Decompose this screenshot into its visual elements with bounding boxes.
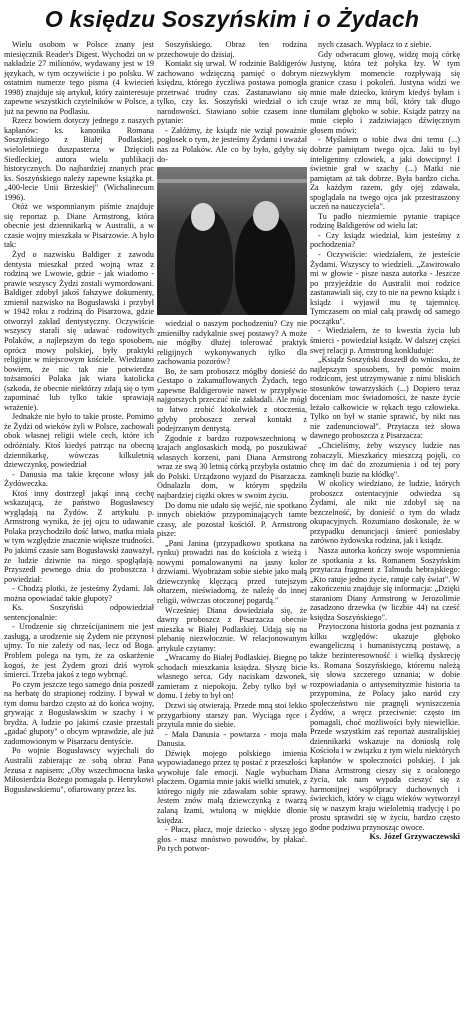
paragraph: - Danusia ma takie kręcone włosy jak Żydóweczka. [4,469,154,489]
paragraph: Gdy odwracam głowę, widzę moją córkę Justynę, która też połyka łzy. W tym niezwykłym momencie rozpływają się granice czasu i pokoleń. Justyna widzi we mnie małe dziecko, którym kiedyś byłam i czuje wraz ze mną ból, który tak długo tłumiłam głęboko w sobie. Ksiądz patrzy na mnie ciepło i zadziwiająco dźwięcznym głosem mówi: [310,49,460,135]
paragraph: Dźwięk mojego polskiego imienia wypowiadanego przez tę postać z przeszłości wywołuje fale emocji. Nagle wybucham płaczem. Ogarnia mnie jakiś wielki smutek, z którego nigdy nie zdawałam sobie sprawy. Jestem znów małą dziewczynką z twarzą zalaną łzami, wtuloną w miękkie dłonie księdza. [157,748,307,825]
paragraph: - Mała Danusia - powtarza - moja mała Danusia. [157,729,307,749]
paragraph: W okolicy wiedziano, że ludzie, których proboszcz ostentacyjnie odwiedza są Żydami, ale nikt nie zdobył się na bezczelność, by donieść o tym do władz okupacyjnych. Rozumiano doskonale, że w przypadku denuncjacji śmierć poniosłaby zarówno żydowska rodzina, jak i ksiądz. [310,479,460,546]
article-photo [157,167,307,315]
paragraph: Jednakże nie było to takie proste. Pomimo że Żydzi od wieków żyli w Polsce, zachowali obok własnej religii wiele cech, które ich odróżniały. Ktoś kiedyś patrząc na obecną dziennikarkę, wówczas kilkuletnią dziewczynkę, powiedział [4,412,154,470]
column-2 [157,40,307,1020]
paragraph: Otóż we wspomnianym piśmie znajduje się reportaż p. Diane Armstrong, która obecnie jest dziennikarką w Australii, a w czasie wojny mieszkała w Pisarzowie. A było tak: [4,202,154,250]
paragraph: Bo, że sam proboszcz mógłby donieść do Gestapo o zakamuflowanych Żydach, tego zapewne Baldigerowie nawet w przypływie najgorszych przeczuć nie zakładali. Ale mógł to łatwo zrobić ktokolwiek z otoczenia, gdyby proboszcz zerwał kontakt z podejrzanym dentystą. [157,366,307,434]
paragraph: Wcześniej Diana dowiedziała się, że dawny proboszcz z Pisarzacza obecnie mieszka w Białej Podlaskiej. Udają się na plebanię niezwłocznie. W relacjonowanym artykule czytamy: [157,605,307,653]
column-3 [310,40,460,1020]
paragraph: Po czym jeszcze tego samego dnia poszedł na herbatę do strapionej rodziny. I bywał w tym domu bardzo często aż do końca wojny, grywając z Bogusławskim w szachy i w brydża. A ludzie po jakimś czasie przestali „gadać głupoty" o obcym wprawdzie, ale już zadomowionym w Pisarzacu dentyście. [4,679,154,746]
paragraph: Ks. Soszyński odpowiedział sentencjonalnie: [4,603,154,622]
paragraph: Do domu nie udało się wejść, nie spotkano innych obiektów przypominających tamte czasy, ale pozostał kościół. P. Armstrong pisze: [157,500,307,539]
paragraph: Zgodnie z bardzo rozpowszechnioną w krajach anglosaskich modą, po poszukiwać własnych korzeni, pani Diana Armstrong wraz ze swą 30 letnią córką przybyła ostatnio do Polski. Urządzono wyjazd do Pisarzacza. Odnalazła dom, w którym spędziła najbardziej ciężki okres w swoim życiu. [157,433,307,500]
paragraph: - Myślałem o tobie dwa dni temu (...) dobrze pamiętam twego ojca. Jaki to był inteligentny człowiek, a jaki dowcipny! I świetnie grał w szachy (...) Matki nie pamiętam aż tak dobrze. Była bardzo cicha. Za każdym razem, gdy ojej zdawała, spoglądała na twego ojca jak przestraszony uczeń na nauczyciela". [310,135,460,212]
paragraph: - Chodzą plotki, że jesteśmy Żydami. Jak można opowiadać takie głupoty? [4,584,154,603]
paragraph: „Wracamy do Białej Podlaskiej. Biegnę po schodach mieszkania księdza. Słyszę bicie własnego serca. Gdy naciskam dzwonek, zamieram z niepokoju. Żeby tylko był w domu. I żeby to był on! [157,653,307,701]
paragraph: - Załóżmy, że ksiądz nie wziął poważnie pogłosek o tym, że jesteśmy Żydami i uważał nas za Polaków. Ale co by było, gdyby się do- [157,125,307,164]
paragraph: - Oczywiście: wiedziałem, że jesteście Żydami. Wszyscy to wiedzieli. „Zawirowało mi w głowie - pisze nasza autorka - Jeszcze po przyjeździe do Australii moi rodzice zastanawiali się, czy to nie na pewno ksiądz i ksiądz i wyjawił mu tę tajemnicę. Tymczasem on miał całą prawdę od samego początku". [310,250,460,326]
paragraph: Wielu osobom w Polsce znany jest miesięcznik Reader's Digest. Wychodzi on w nakładzie 27 milionów, wydawany jest w 19 językach, w tym oczywiście i po polsku. W ostatnim numerze tego pisma (4 kwiecień 1998) znajduje się artykuł, który zainteresuje zapewne wszystkich czytelników w Polsce, a już na pewno na Podlasiu. [4,40,154,116]
paragraph: Tu padło niezmiernie pytanie trapiące rodzinę Baldigerów od wielu lat: [310,211,460,231]
paragraph: wiedział o naszym pochodzeniu? Czy nie zmieniłby radykalnie swej postawy? A może nie mógłby dłużej tolerować praktyk religijnych wykonywanych tylko dla zachowania pozorów? [157,319,307,367]
column-1 [4,40,154,1020]
paragraph: - Czy ksiądz wiedział, kim jesteśmy z pochodzenia? [310,230,460,250]
author-signature: Ks. Józef Grzywaczewski [369,832,460,842]
paragraph: nych czasach. Wypłacz to z siebie. [318,40,432,49]
paragraph: - Wiedziałem, że to kwestia życia lub śmierci - powiedział ksiądz. W dalszej części swej relacji p. Armstrong konkluduje: [310,326,460,355]
paragraph: Ktoś inny dostrzegł jakąś inną cechę wskazującą, że państwo Bogusławscy wyglądają na Żydów. Z artykułu p. Armstrong wynika, że jej ojcu to udawanie Polaka przychodziło dość łatwo, matka miała w tym względzie znacznie większe trudności. Po jakimś czasie sam Bogusławski zauważył, że ludzie dziwnie na niego spoglądają. Przyszedł pewnego dnia do proboszcza i powiedział: [4,488,154,584]
paragraph: Żyd o nazwisku Baldiger z zawodu dentysta mieszkał przed wojną wraz z rodziną we Lwowie, gdzie - jak wiadomo - prawie wszyscy Żydzi zostali wymordowani. Baldiger zdobył jakoś fałszywe dokumenty, zmienił nazwisko na Bogusławski i przybył w 1942 roku z rodziną do Pisarzowa, gdzie otworzył zakład dentystyczny. Oczywiście wszyscy starali się udawać rodowitych Polaków, a najlepszym do tego sposobem, oprócz mowy polskiej, były praktyki religijne w miejscowym kościele. Wiedziano bowiem, że nic tak nie potwierdza tożsamości Polaka jak wiara katolicka (szkoda, że obecnie niektórzy zdają się o tym zapominać lub tylko takie sprawiają wrażenie). [4,250,154,412]
paragraph: „Chcieliśmy, żeby wszyscy ludzie nas zobaczyli. Mieszkańcy mieszczą pojęli, co chcę im dać do zrozumienia i od tej pory zamknęli buzie na kłódkę". [310,440,460,479]
paragraph: Przytoczona historia godna jest poznania z kilku względów: ukazuje głęboko ewangeliczną i humanistyczną postawę, a także bezinteresowność i wielką dyskrecję ks. Romana Soszyńskiego, któremu należą się słowa szczerego uznania; w dobie rozpowiadania o antysemityzmie historia ta przypomina, że Polacy jako naród czy społeczeństwo nie pragnęli wyniszczenia Żydów, a wręcz przeciwnie: często im pomagali, choć możliwości były niewielkie. Przede wszystkim zaś reportaż australijskiej dziennikarki wskazuje na doniosłą rolę Kościoła i w związku z tym wielu niektórych kapłanów w społeczności polskiej. I jak Diana Armstrong cieszy się z ocalonego życia, tak nam wypada cieszyć się z harmonijnej współpracy duchownych i świeckich, który w ciągu wieków wytworzył się w naszym kraju wieloletnią tradycję i po prostu sprawdzi się w życiu, bardzo często godne podziwu przynosząc owoce. [310,622,460,832]
paragraph: Rzecz bowiem dotyczy jednego z naszych kapłanów: ks. kanonika Romana Soszyńskiego z Białej Podlaskiej, wieloletniego duszpasterza w Dzięcioli Siedleckiej, autora wielu publikacji historycznych. Do najbardziej znanych prac ks. Soszyńskiego należy zapewne książka pt. „400-lecie Unii Brzeskiej" (Wichalinecum 1996). [4,116,154,202]
article-title: O księdzu Soszyńskim i o Żydach [44,6,420,32]
article-columns [4,40,462,1020]
paragraph: Soszyńskiego. Obraz ten rodzina przechowuje do dzisiaj. [157,40,307,59]
paragraph: Nasza autorka kończy swoje wspomnienia ze spotkania z ks. Romanem Soszyńskim przytacza fragment z Talmudu hebrajskiego: „Kto ratuje jedno życie, ratuje cały świat". W zakończeniu znajduje się informacja: „Dzięki staraniom Diany Armstrong w Jerozolimie zasadzono drzewka (w liczbie 44) na cześć księdza Soszyńskiego". [310,545,460,622]
paragraph: - Urodzenie się chrześcijaninem nie jest zasługą, a urodzenie się Żydem nie przynosi ujmy. To nie zależy od nas, lecz od Boga. Problem polega na tym, że za oskarżenie kogoś, że jest Żydem grozi dziś wyrok śmierci. Trzeba jakoś z tego wybrnąć. [4,622,154,680]
paragraph: Kontakt się urwał. W rodzinie Baldigerów zachowano wdzięczną pamięć o dobrym księdzu, którego życzliwa postawa pomogła przetrwać trudny czas. Zastanawiano się tylko, czy ks. Soszyński wiedział o ich narodowości. Stawiano sobie czasem inne pytanie: [157,59,307,126]
paragraph: „Pani Janina (przypadkowo spotkana na rynku) prowadzi nas do kościoła z wieżą i nowymi pomalowanymi na jasny kolor drzwiami. Wyobrażam sobie siebie jako małą dziewczynkę klęczącą przed tutejszym ołtarzem, nieświadomą, że naleźę do innej religii, wówczas otoczonej pogardą." [157,538,307,605]
paragraph: Po wojnie Bogusławscy wyjechali do Australii zabierając ze sobą obraz Pana Jezusa z napisem: „Oby wszechmocna łaska Miłosierdzia Bożego pomagała p. Henrykowi Bogusławskiemu", ofiarowany przez ks. [4,746,154,794]
paragraph: - Płacz, płacz, moje dziecko - słyszę jego głos - masz mnóstwo powodów, by płakać. Po tych potwor- [157,825,307,854]
paragraph: „Ksiądz Soszyński doszedł do wniosku, że najlepszym sposobem, by pomóc moim rodzicom, jest utrzymywanie z nimi bliskich stosunków towarzyskich (...) Dopiero teraz doceniam moc świadomości, że nasze życie leżało całkowicie w rękach tego człowieka. Tylko on był w stanie sprawić, by nikt nas nie zadenunciował". Przytacza też słowa dawnego proboszcza z Pisarzacza: [310,355,460,441]
paragraph: Drzwi się otwierają. Przede mną stoi lekko przygarbiony starszy pan. Wyciąga ręce i przytula mnie do siebie. [157,700,307,730]
